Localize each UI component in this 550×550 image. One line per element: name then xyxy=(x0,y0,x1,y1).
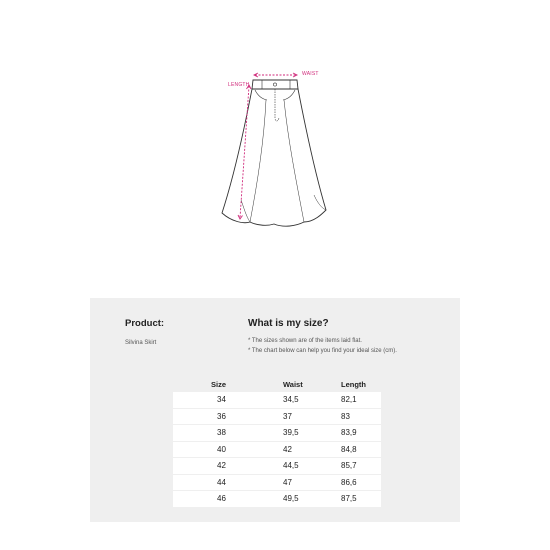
cell-waist: 47 xyxy=(283,474,341,491)
size-note-flat: * The sizes shown are of the items laid flat. xyxy=(248,338,362,344)
table-row xyxy=(173,408,381,425)
cell-size: 38 xyxy=(173,425,283,442)
cell-waist: 44,5 xyxy=(283,458,341,475)
cell-waist: 39,5 xyxy=(283,425,341,442)
size-heading: What is my size? xyxy=(248,318,329,329)
product-name: Silvina Skirt xyxy=(125,340,157,346)
cell-length: 83 xyxy=(341,408,381,425)
cell-size: 34 xyxy=(173,392,283,408)
cell-size: 44 xyxy=(173,474,283,491)
cell-size: 46 xyxy=(173,491,283,508)
table-row xyxy=(173,425,381,442)
cell-length: 84,8 xyxy=(341,441,381,458)
cell-waist: 37 xyxy=(283,408,341,425)
header-waist: Waist xyxy=(283,379,303,389)
table-header-row xyxy=(173,376,381,392)
skirt-drawing xyxy=(0,0,550,260)
cell-length: 83,9 xyxy=(341,425,381,442)
cell-size: 40 xyxy=(173,441,283,458)
cell-length: 86,6 xyxy=(341,474,381,491)
table-row xyxy=(173,458,381,475)
table-row xyxy=(173,491,381,508)
cell-waist: 34,5 xyxy=(283,392,341,408)
product-heading: Product: xyxy=(125,318,165,329)
cell-size: 42 xyxy=(173,458,283,475)
cell-waist: 42 xyxy=(283,441,341,458)
cell-length: 85,7 xyxy=(341,458,381,475)
cell-waist: 49,5 xyxy=(283,491,341,508)
header-length: Length xyxy=(341,379,366,389)
waist-label: WAIST xyxy=(302,71,319,77)
table-row xyxy=(173,392,381,408)
table-row xyxy=(173,474,381,491)
size-info-panel xyxy=(90,298,460,522)
length-label: LENGTH xyxy=(228,82,250,88)
cell-length: 82,1 xyxy=(341,392,381,408)
cell-length: 87,5 xyxy=(341,491,381,508)
size-note-chart: * The chart below can help you find your ideal size (cm). xyxy=(248,348,397,354)
size-table xyxy=(173,376,381,508)
skirt-illustration xyxy=(0,0,550,260)
table-row xyxy=(173,441,381,458)
cell-size: 36 xyxy=(173,408,283,425)
header-size: Size xyxy=(211,379,227,389)
